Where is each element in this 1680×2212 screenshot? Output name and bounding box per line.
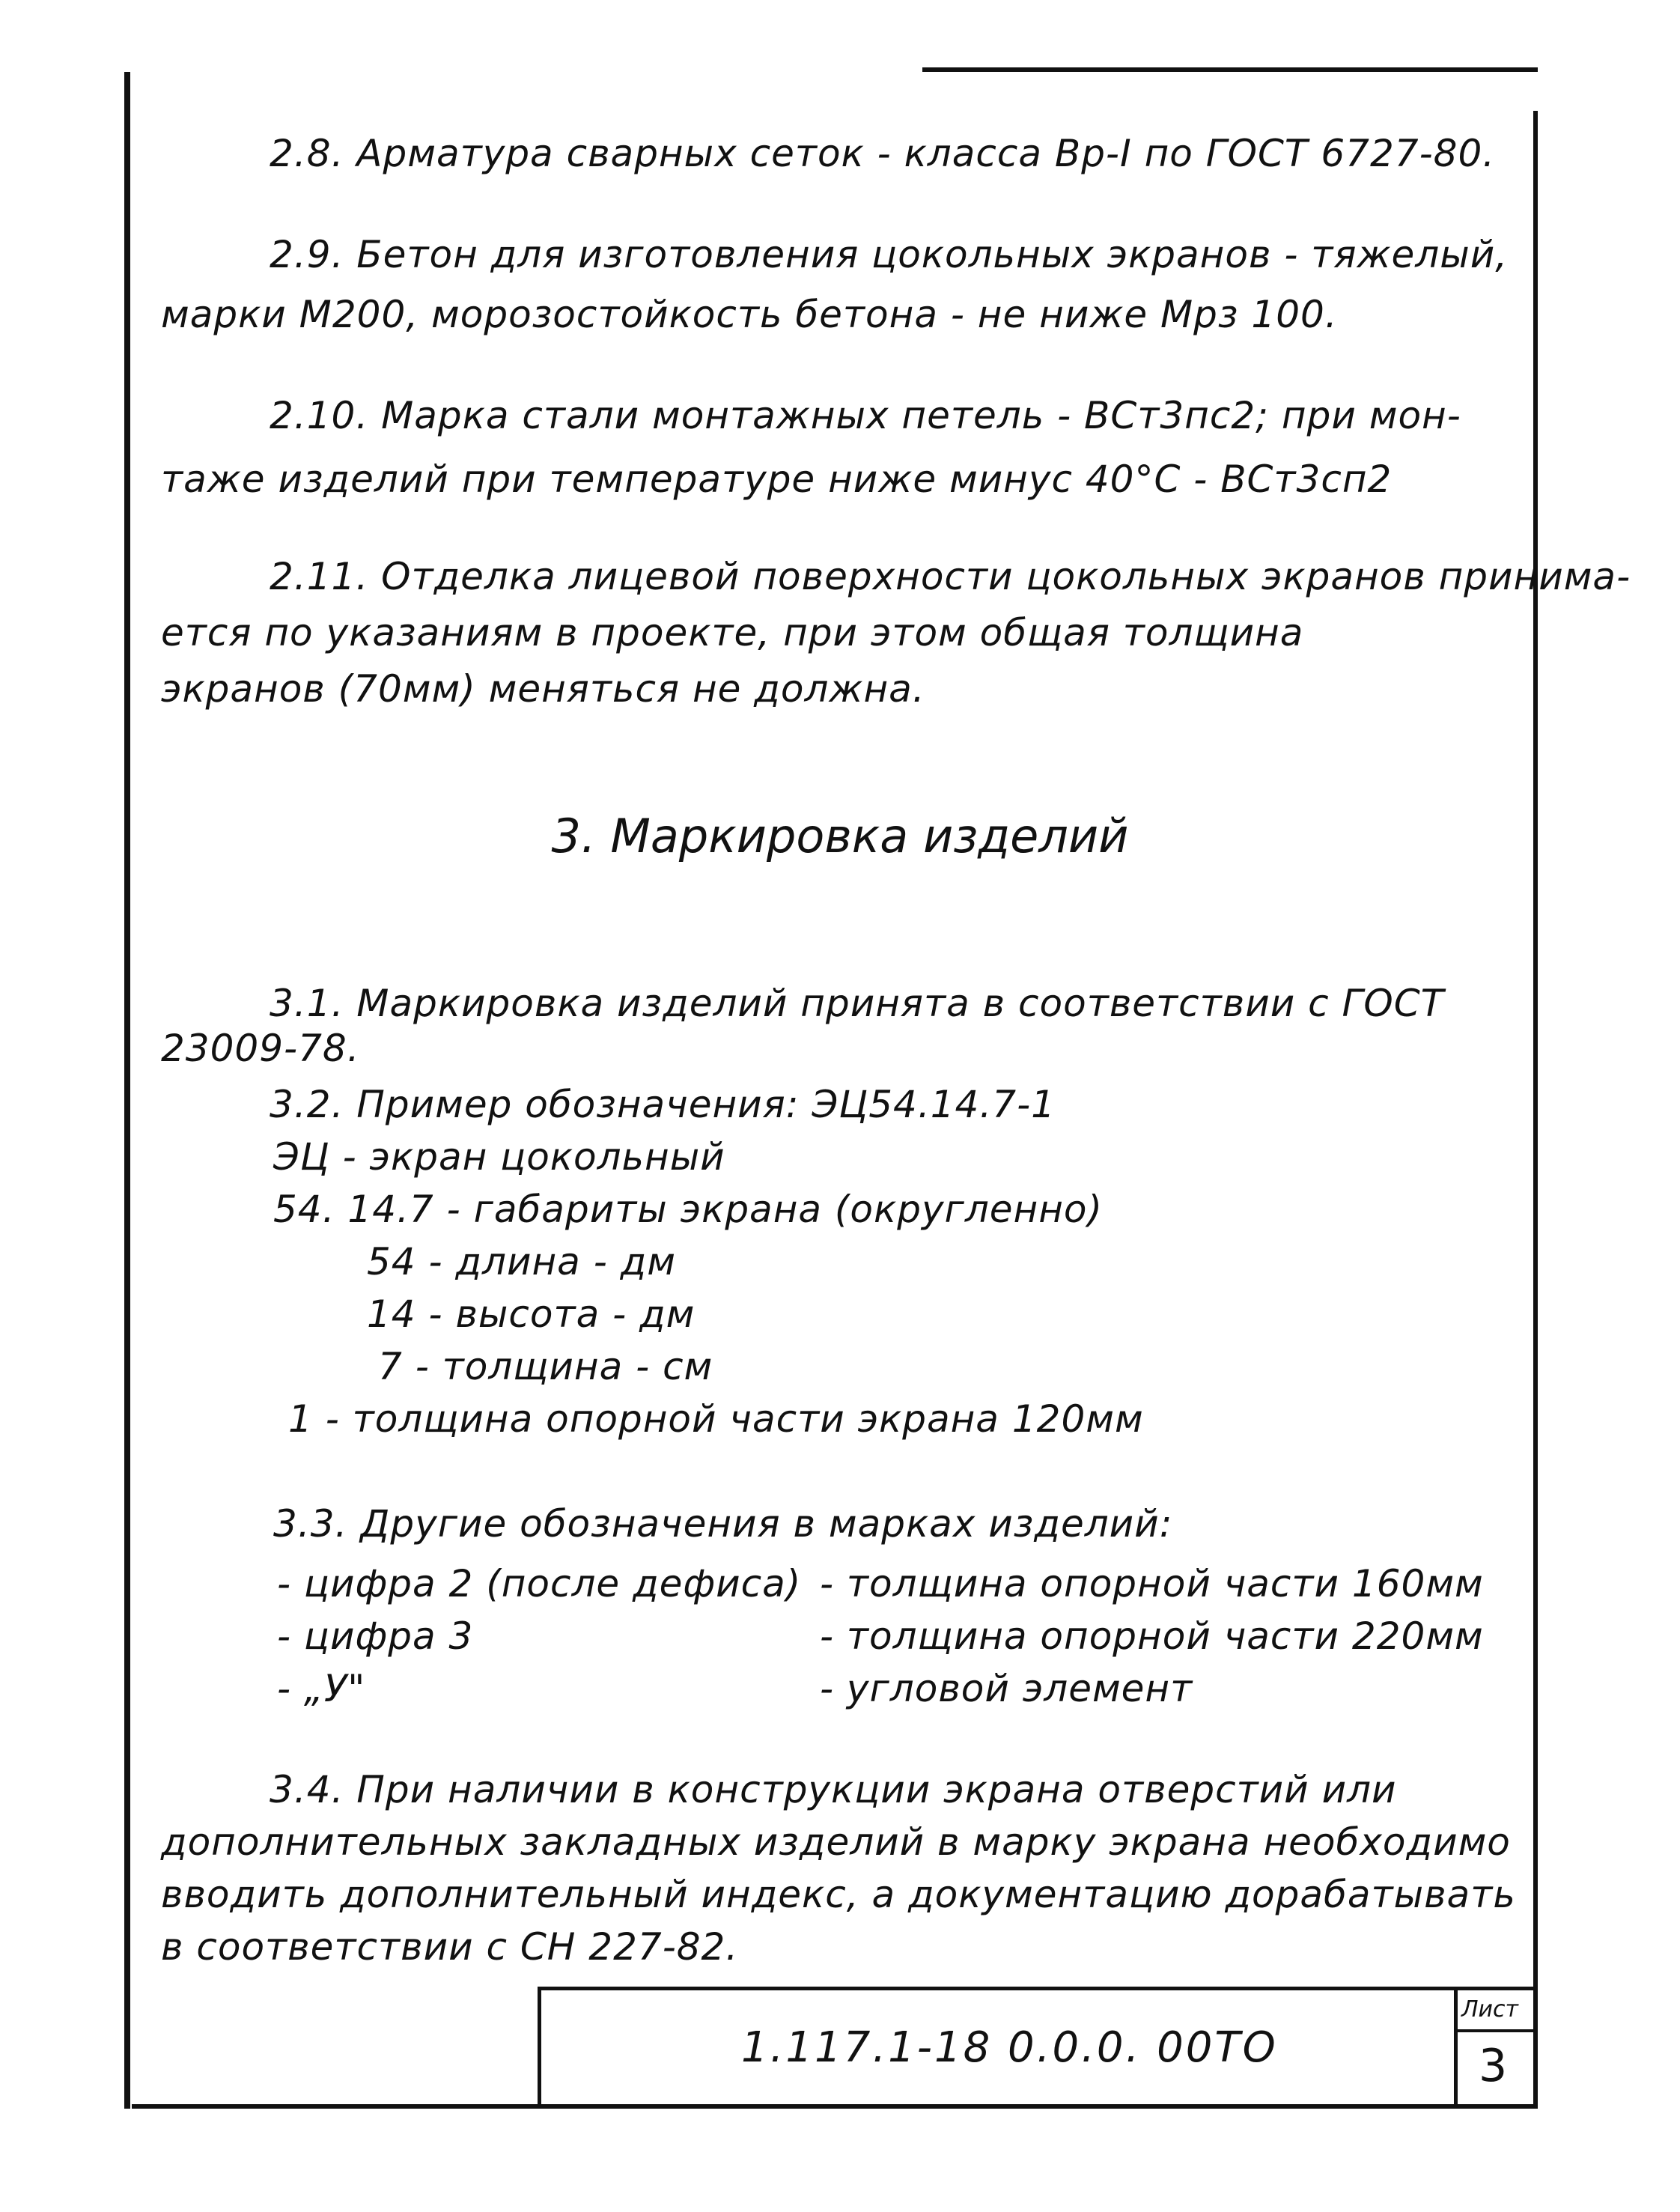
paragraph-3-1-line-1: 3.1. Маркировка изделий принята в соответствии с ГОСТ bbox=[270, 982, 1445, 1025]
paragraph-3-1-line-2: 23009-78. bbox=[161, 1027, 360, 1070]
paragraph-3-4-line-2: дополнительных закладных изделий в марку экрана необходимо bbox=[161, 1820, 1511, 1864]
paragraph-3-3-title: 3.3. Другие обозначения в марках изделий: bbox=[273, 1502, 1173, 1546]
sheet-label: Лист bbox=[1461, 1996, 1519, 2023]
frame-left-border bbox=[124, 72, 130, 2109]
other-designation-code-3: - „У" bbox=[277, 1667, 366, 1710]
frame-top-border bbox=[922, 67, 1538, 72]
other-designation-code-1: - цифра 2 (после дефиса) bbox=[277, 1562, 802, 1605]
document-code: 1.117.1-18 0.0.0. 00ТО bbox=[741, 2023, 1278, 2072]
frame-right-border bbox=[1533, 111, 1538, 2109]
paragraph-2-11-line-2: ется по указаниям в проекте, при этом общая толщина bbox=[161, 611, 1304, 654]
other-designation-desc-3: - угловой элемент bbox=[820, 1667, 1193, 1710]
other-designation-desc-1: - толщина опорной части 160мм bbox=[820, 1562, 1484, 1605]
legend-line-1: ЭЦ - экран цокольный bbox=[273, 1135, 725, 1179]
sheet-number: 3 bbox=[1479, 2040, 1508, 2092]
sheet-cell-divider bbox=[1454, 2029, 1538, 2032]
paragraph-2-8: 2.8. Арматура сварных сеток - класса Вр-I по ГОСТ 6727-80. bbox=[270, 132, 1496, 175]
paragraph-2-11-line-1: 2.11. Отделка лицевой поверхности цокольных экранов принима- bbox=[270, 555, 1631, 598]
legend-line-4: 14 - высота - дм bbox=[367, 1292, 696, 1336]
paragraph-2-10-line-2: таже изделий при температуре ниже минус 40°С - ВСт3сп2 bbox=[161, 458, 1393, 501]
paragraph-2-11-line-3: экранов (70мм) меняться не должна. bbox=[161, 667, 925, 711]
paragraph-3-4-line-1: 3.4. При наличии в конструкции экрана отверстий или bbox=[270, 1768, 1397, 1811]
legend-line-3: 54 - длина - дм bbox=[367, 1240, 676, 1283]
paragraph-3-4-line-4: в соответствии с СН 227-82. bbox=[161, 1925, 739, 1969]
section-3-heading: 3. Маркировка изделий bbox=[551, 809, 1129, 863]
legend-line-5: 7 - толщина - см bbox=[378, 1345, 713, 1388]
legend-line-2: 54. 14.7 - габариты экрана (округленно) bbox=[273, 1188, 1104, 1231]
other-designation-desc-2: - толщина опорной части 220мм bbox=[820, 1614, 1484, 1658]
paragraph-3-4-line-3: вводить дополнительный индекс, а документацию дорабатывать bbox=[161, 1873, 1516, 1916]
other-designation-code-2: - цифра 3 bbox=[277, 1614, 474, 1658]
paragraph-2-9-line-1: 2.9. Бетон для изготовления цокольных экранов - тяжелый, bbox=[270, 233, 1509, 276]
legend-line-6: 1 - толщина опорной части экрана 120мм bbox=[288, 1397, 1144, 1441]
paragraph-3-2: 3.2. Пример обозначения: ЭЦ54.14.7-1 bbox=[270, 1083, 1056, 1126]
paragraph-2-10-line-1: 2.10. Марка стали монтажных петель - ВСт3пс2; при мон- bbox=[270, 394, 1461, 437]
paragraph-2-9-line-2: марки М200, морозостойкость бетона - не ниже Мрз 100. bbox=[161, 293, 1338, 336]
